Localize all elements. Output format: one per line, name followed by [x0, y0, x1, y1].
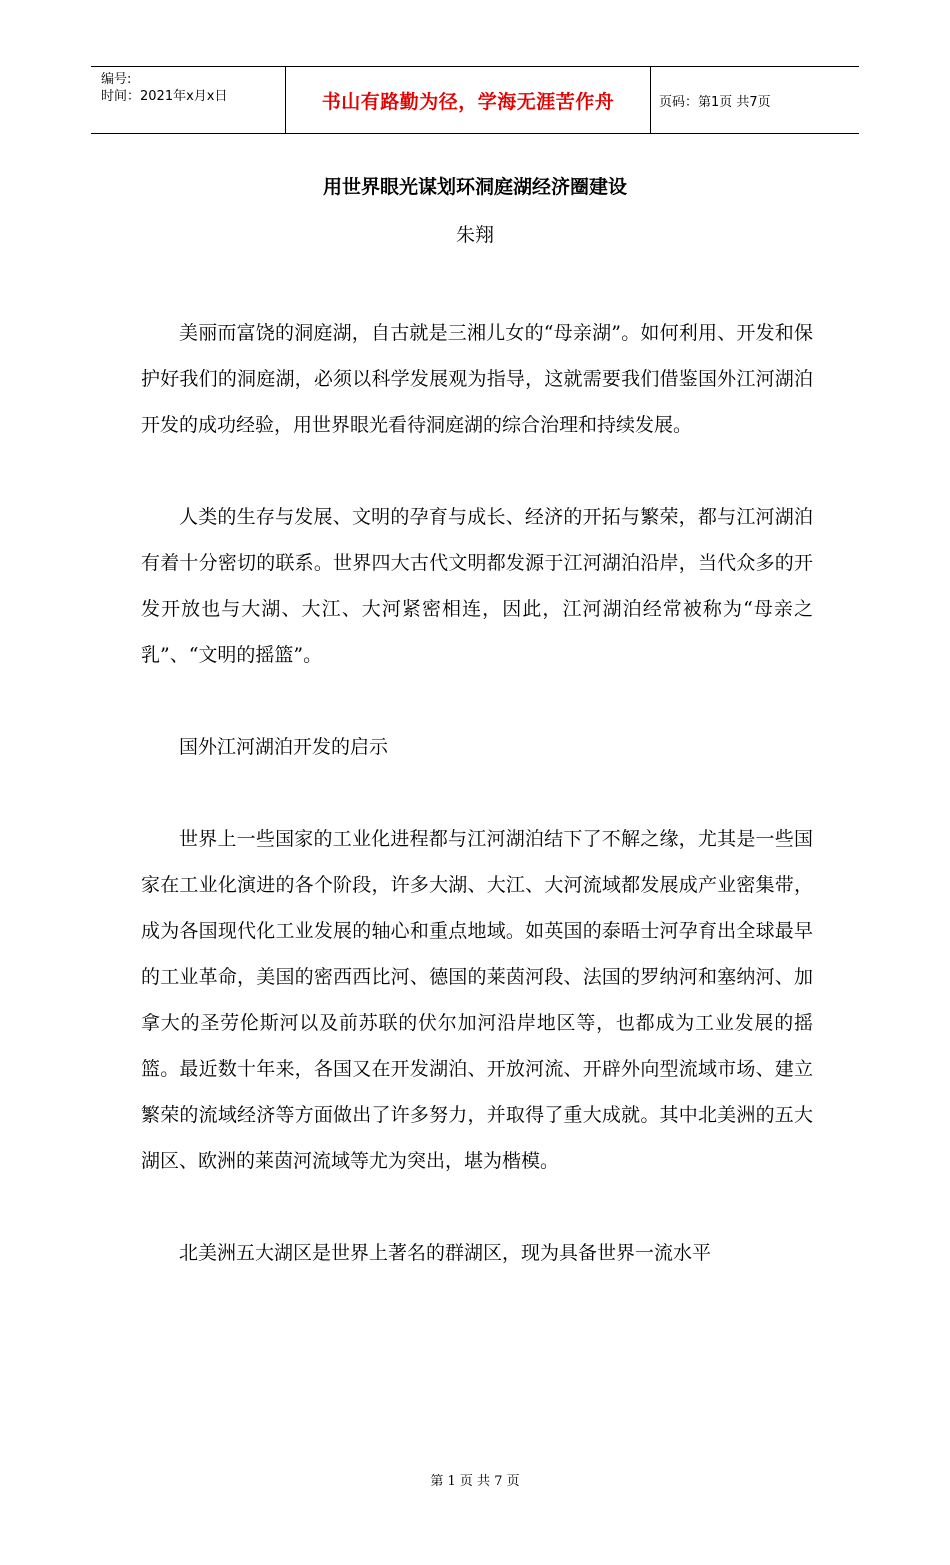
time-label: 时间：2021年x月x日	[101, 89, 228, 104]
header-motto	[286, 67, 651, 133]
page-footer: 第 1 页 共 7 页	[430, 1474, 520, 1489]
header-meta	[91, 67, 286, 133]
paragraph: 世界上一些国家的工业化进程都与江河湖泊结下了不解之缘，尤其是一些国家在工业化演进的各个阶段，许多大湖、大江、大河流域都发展成产业密集带，成为各国现代化工业发展的轴心和重点地域。如英国的泰晤士河孕育出全球最早的工业革命，美国的密西西比河、德国的莱茵河段、法国的罗纳河和塞纳河、加拿大的圣劳伦斯河以及前苏联的伏尔加河沿岸地区等，也都成为工业发展的摇篮。最近数十年来，各国又在开发湖泊、开放河流、开辟外向型流域市场、建立繁荣的流域经济等方面做出了许多努力，并取得了重大成就。其中北美洲的五大湖区、欧洲的莱茵河流域等尤为突出，堪为楷模。	[141, 828, 813, 1172]
page-info-text: 页码：第1页 共7页	[659, 94, 771, 110]
document-body	[141, 310, 813, 1322]
page-header	[91, 66, 859, 134]
paragraph: 美丽而富饶的洞庭湖，自古就是三湘儿女的“母亲湖”。如何利用、开发和保护好我们的洞庭湖，必须以科学发展观为指导，这就需要我们借鉴国外江河湖泊开发的成功经验，用世界眼光看待洞庭湖的综合治理和持续发展。	[141, 322, 813, 436]
number-label: 编号:	[101, 72, 132, 87]
motto-text: 书山有路勤为径，学海无涯苦作舟	[321, 90, 615, 113]
header-page-info	[651, 67, 859, 133]
section-heading: 国外江河湖泊开发的启示	[179, 736, 389, 758]
document-title: 用世界眼光谋划环洞庭湖经济圈建设	[322, 176, 627, 198]
paragraph: 人类的生存与发展、文明的孕育与成长、经济的开拓与繁荣，都与江河湖泊有着十分密切的联系。世界四大古代文明都发源于江河湖泊沿岸，当代众多的开发开放也与大湖、大江、大河紧密相连，因此，江河湖泊经常被称为“母亲之乳”、“文明的摇篮”。	[141, 506, 813, 666]
paragraph: 北美洲五大湖区是世界上著名的群湖区，现为具备世界一流水平	[179, 1242, 712, 1264]
document-author: 朱翔	[455, 224, 494, 246]
